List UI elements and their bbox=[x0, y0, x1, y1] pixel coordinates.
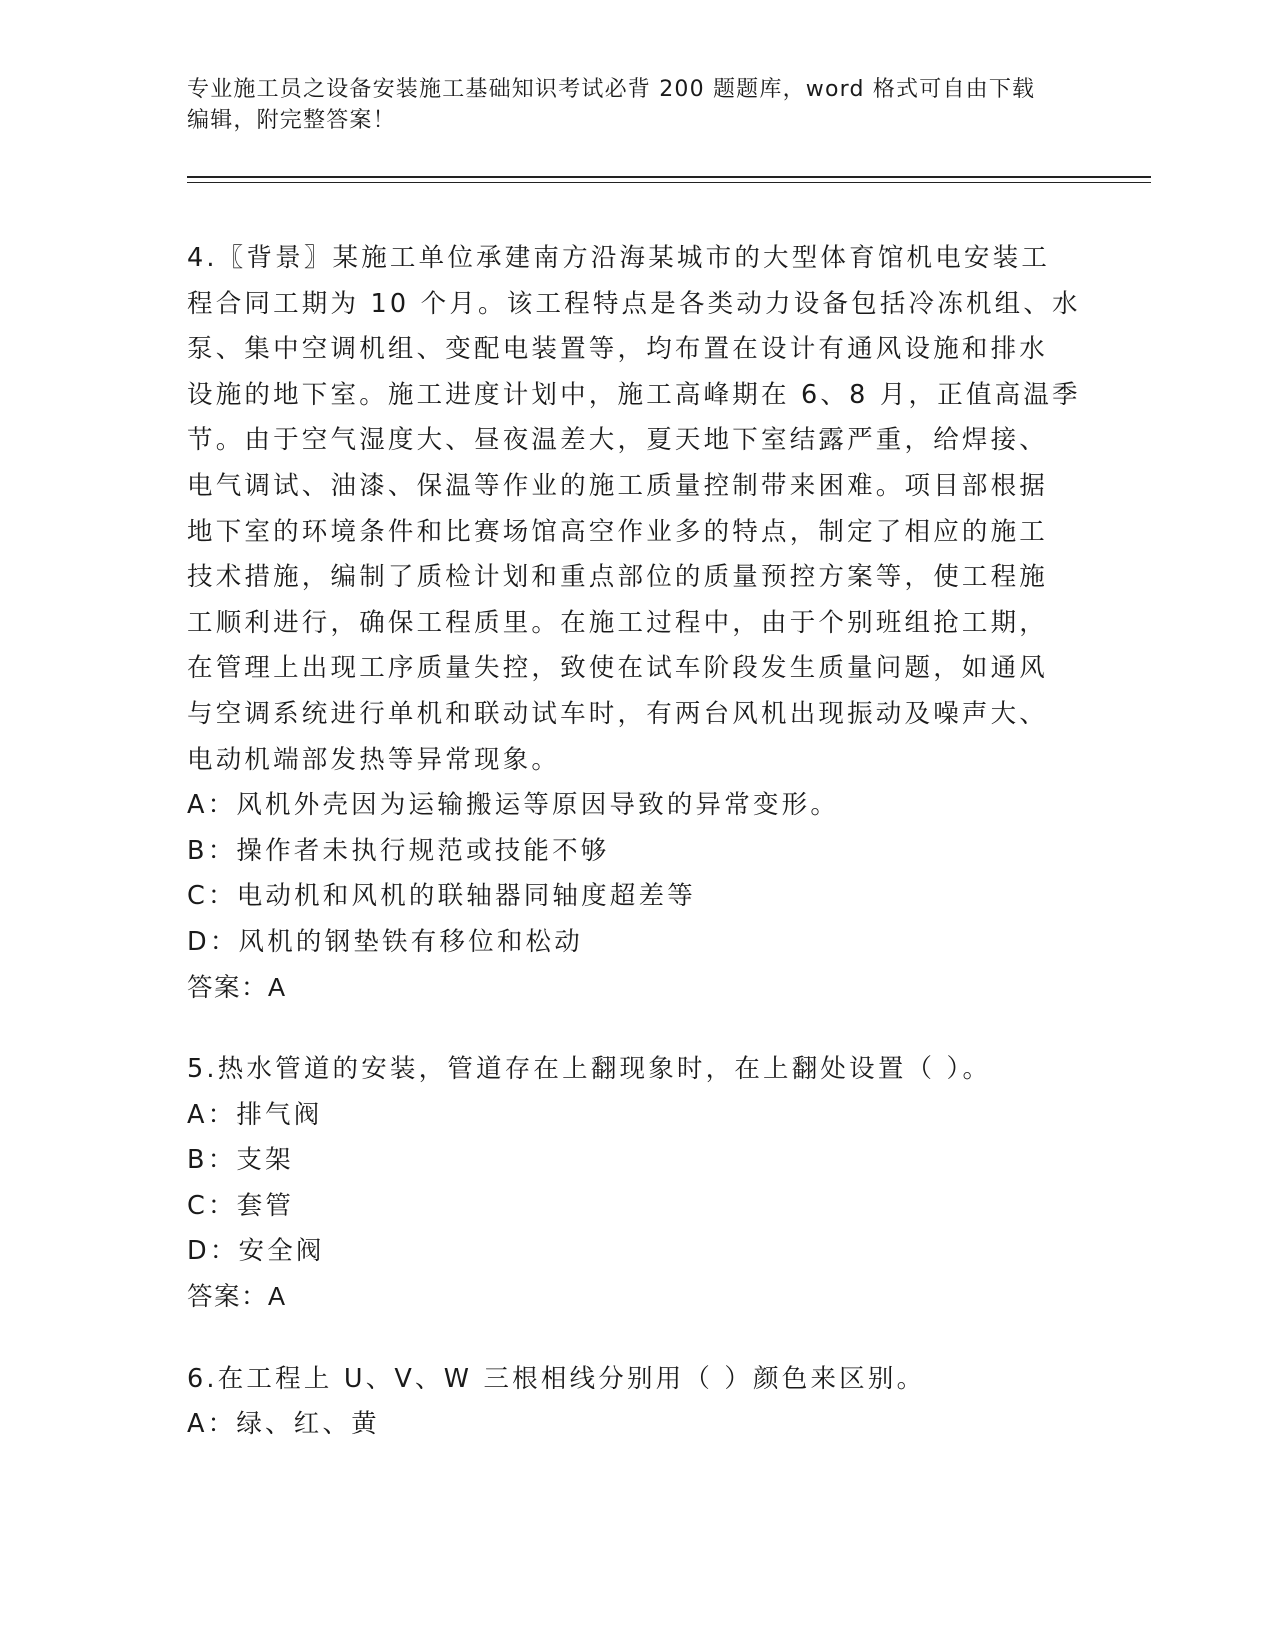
answer-label: 答案：A bbox=[187, 973, 287, 1002]
document-header bbox=[187, 74, 1087, 136]
question-stem-line: 4.〖背景〗某施工单位承建南方沿海某城市的大型体育馆机电安装工 bbox=[187, 243, 1051, 273]
question-stem-line: 5.热水管道的安装，管道存在上翻现象时，在上翻处设置（ ）。 bbox=[187, 1054, 992, 1085]
question-spacer bbox=[187, 1011, 1087, 1047]
header-line-2: 编辑，附完整答案！ bbox=[187, 108, 396, 133]
question-stem-line: 与空调系统进行单机和联动试车时，有两台风机出现振动及噪声大、 bbox=[187, 698, 1049, 729]
header-line-1: 专业施工员之设备安装施工基础知识考试必背 200 题题库，word 格式可自由下载 bbox=[187, 77, 1036, 102]
question-stem-line: 程合同工期为 10 个月。该工程特点是各类动力设备包括冷冻机组、水 bbox=[187, 288, 1081, 319]
option-a: A：排气阀 bbox=[187, 1099, 323, 1130]
option-a: A：风机外壳因为运输搬运等原因导致的异常变形。 bbox=[187, 790, 840, 821]
question-stem-line: 设施的地下室。施工进度计划中，施工高峰期在 6、8 月，正值高温季 bbox=[187, 379, 1081, 410]
question-stem-line: 地下室的环境条件和比赛场馆高空作业多的特点，制定了相应的施工 bbox=[187, 516, 1049, 547]
question-5 bbox=[187, 1047, 1087, 1321]
question-6 bbox=[187, 1357, 1087, 1448]
question-stem-line: 6.在工程上 U、V、W 三根相线分别用（ ）颜色来区别。 bbox=[187, 1363, 926, 1394]
option-d: D：安全阀 bbox=[187, 1236, 325, 1267]
question-stem-line: 电动机端部发热等异常现象。 bbox=[187, 744, 561, 775]
question-stem-line: 电气调试、油漆、保温等作业的施工质量控制带来困难。项目部根据 bbox=[187, 470, 1049, 501]
header-divider-thin bbox=[187, 182, 1151, 183]
header-divider-thick bbox=[187, 176, 1151, 178]
option-b: B：操作者未执行规范或技能不够 bbox=[187, 835, 610, 866]
option-a: A：绿、红、黄 bbox=[187, 1409, 380, 1440]
question-4 bbox=[187, 236, 1087, 1011]
question-stem-line: 泵、集中空调机组、变配电装置等，均布置在设计有通风设施和排水 bbox=[187, 334, 1049, 365]
option-c: C：电动机和风机的联轴器同轴度超差等 bbox=[187, 881, 696, 912]
option-d: D：风机的钢垫铁有移位和松动 bbox=[187, 926, 583, 957]
question-stem-line: 在管理上出现工序质量失控，致使在试车阶段发生质量问题，如通风 bbox=[187, 653, 1049, 684]
question-stem-line: 工顺利进行，确保工程质里。在施工过程中，由于个别班组抢工期， bbox=[187, 607, 1049, 638]
document-body bbox=[187, 236, 1087, 1448]
option-c: C：套管 bbox=[187, 1190, 295, 1221]
question-stem-line: 技术措施，编制了质检计划和重点部位的质量预控方案等，使工程施 bbox=[187, 562, 1049, 593]
option-b: B：支架 bbox=[187, 1145, 294, 1176]
question-stem-line: 节。由于空气湿度大、昼夜温差大，夏天地下室结露严重，给焊接、 bbox=[187, 425, 1049, 456]
answer-label: 答案：A bbox=[187, 1283, 287, 1312]
question-spacer bbox=[187, 1321, 1087, 1357]
